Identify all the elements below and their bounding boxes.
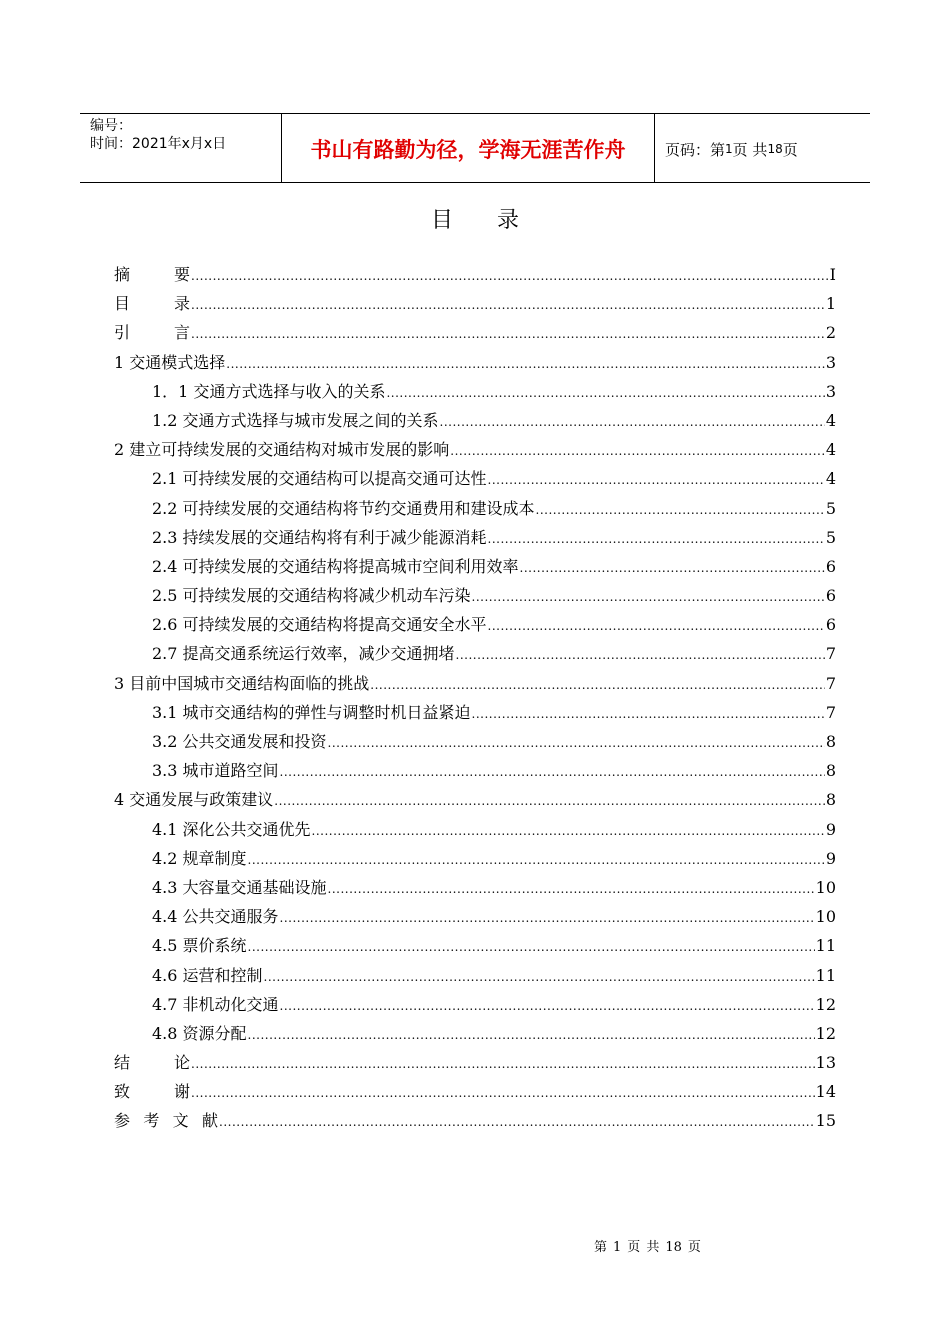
toc-leader-dots	[248, 940, 815, 954]
toc-label-char: 目	[114, 294, 131, 314]
toc-entry-label: 2.4 可持续发展的交通结构将提高城市空间利用效率	[152, 556, 519, 576]
toc-entry-label	[114, 262, 190, 285]
toc-entry-label	[114, 320, 190, 343]
toc-entry[interactable]	[114, 554, 836, 583]
toc-entry[interactable]	[114, 700, 836, 729]
toc-entry-label	[114, 1079, 190, 1102]
page-current: 1	[725, 142, 733, 156]
toc-entry[interactable]	[114, 583, 836, 612]
toc-entry-page: 9	[825, 848, 836, 868]
toc-leader-dots	[280, 911, 815, 925]
toc-leader-dots	[191, 1057, 815, 1071]
toc-entry-label: 2.5 可持续发展的交通结构将减少机动车污染	[152, 586, 471, 606]
toc-leader-dots	[328, 736, 825, 750]
toc-entry[interactable]	[114, 1108, 836, 1137]
toc-entry-label: 2.7 提高交通系统运行效率，减少交通拥堵	[152, 644, 455, 664]
page-footer	[594, 1236, 707, 1255]
page-mid: 页 共	[732, 140, 768, 159]
toc-entry[interactable]	[114, 262, 836, 291]
toc-entry-page: 12	[815, 1023, 836, 1043]
toc-entry-page: 6	[825, 615, 836, 635]
toc-entry-label: 2.2 可持续发展的交通结构将节约交通费用和建设成本	[152, 498, 535, 518]
toc-entry[interactable]	[114, 1021, 836, 1050]
time-label: 时间：2021年x月x日	[90, 136, 227, 152]
toc-label-char: 要	[173, 265, 190, 284]
toc-entry-label: 3.3 城市道路空间	[152, 761, 279, 781]
toc-leader-dots	[456, 648, 825, 662]
footer-mid: 页	[627, 1240, 641, 1255]
toc-entry-label: 1.2 交通方式选择与城市发展之间的关系	[152, 410, 439, 430]
toc-entry-page: I	[829, 265, 836, 284]
toc-entry[interactable]	[114, 437, 836, 466]
toc-label-char: 考	[143, 1111, 160, 1131]
toc-leader-dots	[472, 590, 825, 604]
toc-entry-label: 2 建立可持续发展的交通结构对城市发展的影响	[114, 440, 450, 460]
toc-entry-page: 15	[815, 1111, 836, 1131]
toc-entry-page: 11	[815, 936, 836, 956]
toc-leader-dots	[280, 765, 825, 779]
toc-entry-label: 4.8 资源分配	[152, 1023, 247, 1043]
toc-entry-label: 4.2 规章制度	[152, 848, 247, 868]
toc-entry-label: 1．1 交通方式选择与收入的关系	[152, 381, 386, 401]
toc-entry-page: 7	[825, 673, 836, 693]
header-meta	[80, 114, 281, 182]
toc-entry[interactable]	[114, 787, 836, 816]
toc-entry[interactable]	[114, 496, 836, 525]
toc-leader-dots	[219, 1115, 815, 1129]
toc-entry-page: 10	[815, 907, 836, 927]
toc-entry[interactable]	[114, 758, 836, 787]
toc-entry-page: 4	[825, 469, 836, 489]
page-title: 目录	[430, 208, 563, 233]
toc-entry-page: 13	[815, 1053, 836, 1073]
toc-entry-page: 6	[825, 586, 836, 606]
footer-prefix: 第	[594, 1240, 608, 1255]
toc-leader-dots	[386, 386, 824, 400]
toc-entry-page: 5	[825, 498, 836, 518]
toc-label-char: 文	[172, 1111, 189, 1131]
toc-leader-dots	[191, 298, 825, 312]
number-label: 编号：	[90, 118, 132, 134]
toc-entry-page: 8	[825, 790, 836, 810]
toc-entry[interactable]	[114, 408, 836, 437]
toc-entry-page: 6	[825, 556, 836, 576]
toc-entry-page: 8	[825, 761, 836, 781]
header-page-info	[655, 114, 870, 182]
toc-entry-page: 9	[825, 819, 836, 839]
toc-entry[interactable]	[114, 875, 836, 904]
toc-leader-dots	[370, 678, 825, 692]
toc-entry-page: 3	[825, 352, 836, 372]
toc-leader-dots	[312, 824, 825, 838]
toc-entry-page: 7	[825, 644, 836, 664]
toc-entry-label: 4.7 非机动化交通	[152, 994, 279, 1014]
toc-leader-dots	[450, 444, 825, 458]
toc-entry-label	[114, 291, 190, 314]
toc-leader-dots	[264, 970, 815, 984]
toc-leader-dots	[280, 999, 815, 1013]
toc-entry-page: 3	[825, 381, 836, 401]
toc-label-char: 致	[114, 1082, 131, 1102]
toc-entry-label: 2.1 可持续发展的交通结构可以提高交通可达性	[152, 469, 487, 489]
toc-entry[interactable]	[114, 350, 836, 379]
toc-leader-dots	[226, 357, 825, 371]
toc-entry-page: 12	[815, 994, 836, 1014]
toc-entry[interactable]	[114, 525, 836, 554]
toc-entry[interactable]	[114, 641, 836, 670]
toc-entry[interactable]	[114, 379, 836, 408]
toc-entry-page: 7	[825, 702, 836, 722]
toc-leader-dots	[274, 794, 825, 808]
toc-entry-label: 4.1 深化公共交通优先	[152, 819, 311, 839]
motto: 书山有路勤为径，学海无涯苦作舟	[281, 114, 655, 182]
toc-entry-label: 4.5 票价系统	[152, 936, 247, 956]
toc-entry[interactable]	[114, 933, 836, 962]
toc-entry-page: 4	[825, 440, 836, 460]
toc-entry-label: 3.2 公共交通发展和投资	[152, 732, 327, 751]
toc-entry-label	[114, 1050, 190, 1073]
toc-entry-label	[114, 1108, 218, 1131]
footer-total: 18	[665, 1240, 682, 1255]
toc-leader-dots	[488, 473, 825, 487]
toc-label-char: 摘	[114, 265, 131, 284]
toc-entry[interactable]	[114, 1050, 836, 1079]
toc-entry[interactable]	[114, 729, 836, 758]
table-of-contents	[114, 262, 836, 1138]
page-suffix: 页	[782, 140, 798, 159]
toc-entry[interactable]	[114, 904, 836, 933]
toc-entry[interactable]	[114, 291, 836, 320]
toc-label-char: 献	[201, 1111, 218, 1131]
toc-entry-label: 4.6 运营和控制	[152, 965, 263, 985]
toc-entry[interactable]	[114, 612, 836, 641]
toc-entry-label: 4.3 大容量交通基础设施	[152, 877, 327, 897]
toc-label-char: 参	[114, 1111, 131, 1131]
toc-entry-page: 8	[825, 732, 836, 751]
footer-current: 1	[613, 1240, 622, 1255]
toc-entry-label: 1 交通模式选择	[114, 352, 226, 372]
toc-entry[interactable]	[114, 466, 836, 495]
toc-leader-dots	[488, 532, 825, 546]
toc-entry-page: 10	[815, 877, 836, 897]
toc-entry-label: 3.1 城市交通结构的弹性与调整时机日益紧迫	[152, 702, 471, 722]
toc-label-char: 引	[114, 323, 131, 343]
toc-leader-dots	[488, 619, 825, 633]
footer-total-prefix: 共	[646, 1240, 660, 1255]
toc-label-char: 结	[114, 1053, 131, 1073]
toc-leader-dots	[191, 269, 829, 283]
toc-leader-dots	[248, 1028, 815, 1042]
toc-leader-dots	[191, 327, 825, 341]
toc-entry-page: 5	[825, 527, 836, 547]
footer-suffix: 页	[687, 1240, 701, 1255]
toc-label-char: 录	[173, 294, 190, 314]
toc-label-char: 论	[173, 1053, 190, 1073]
toc-entry[interactable]	[114, 671, 836, 700]
toc-entry-label: 3 目前中国城市交通结构面临的挑战	[114, 673, 370, 693]
toc-label-char: 谢	[173, 1082, 190, 1102]
toc-entry[interactable]	[114, 1079, 836, 1108]
toc-entry[interactable]	[114, 817, 836, 846]
toc-entry[interactable]	[114, 992, 836, 1021]
toc-label-char: 言	[173, 323, 190, 343]
toc-leader-dots	[536, 503, 825, 517]
toc-leader-dots	[520, 561, 825, 575]
document-header	[80, 113, 870, 183]
toc-entry[interactable]	[114, 320, 836, 349]
toc-entry-page: 1	[825, 294, 836, 314]
toc-entry-label: 4 交通发展与政策建议	[114, 790, 274, 810]
toc-leader-dots	[440, 415, 825, 429]
toc-entry-label: 2.3 持续发展的交通结构将有利于减少能源消耗	[152, 527, 487, 547]
toc-entry-page: 4	[825, 410, 836, 430]
toc-entry[interactable]	[114, 846, 836, 875]
toc-entry-page: 2	[825, 323, 836, 343]
toc-entry[interactable]	[114, 963, 836, 992]
page-prefix: 页码：第	[665, 140, 726, 159]
toc-leader-dots	[248, 853, 825, 867]
page-total: 18	[767, 142, 783, 156]
toc-entry-label: 4.4 公共交通服务	[152, 907, 279, 927]
toc-leader-dots	[191, 1086, 815, 1100]
toc-entry-page: 11	[815, 965, 836, 985]
toc-leader-dots	[328, 882, 815, 896]
toc-entry-label: 2.6 可持续发展的交通结构将提高交通安全水平	[152, 615, 487, 635]
toc-entry-page: 14	[815, 1082, 836, 1102]
toc-leader-dots	[472, 707, 825, 721]
